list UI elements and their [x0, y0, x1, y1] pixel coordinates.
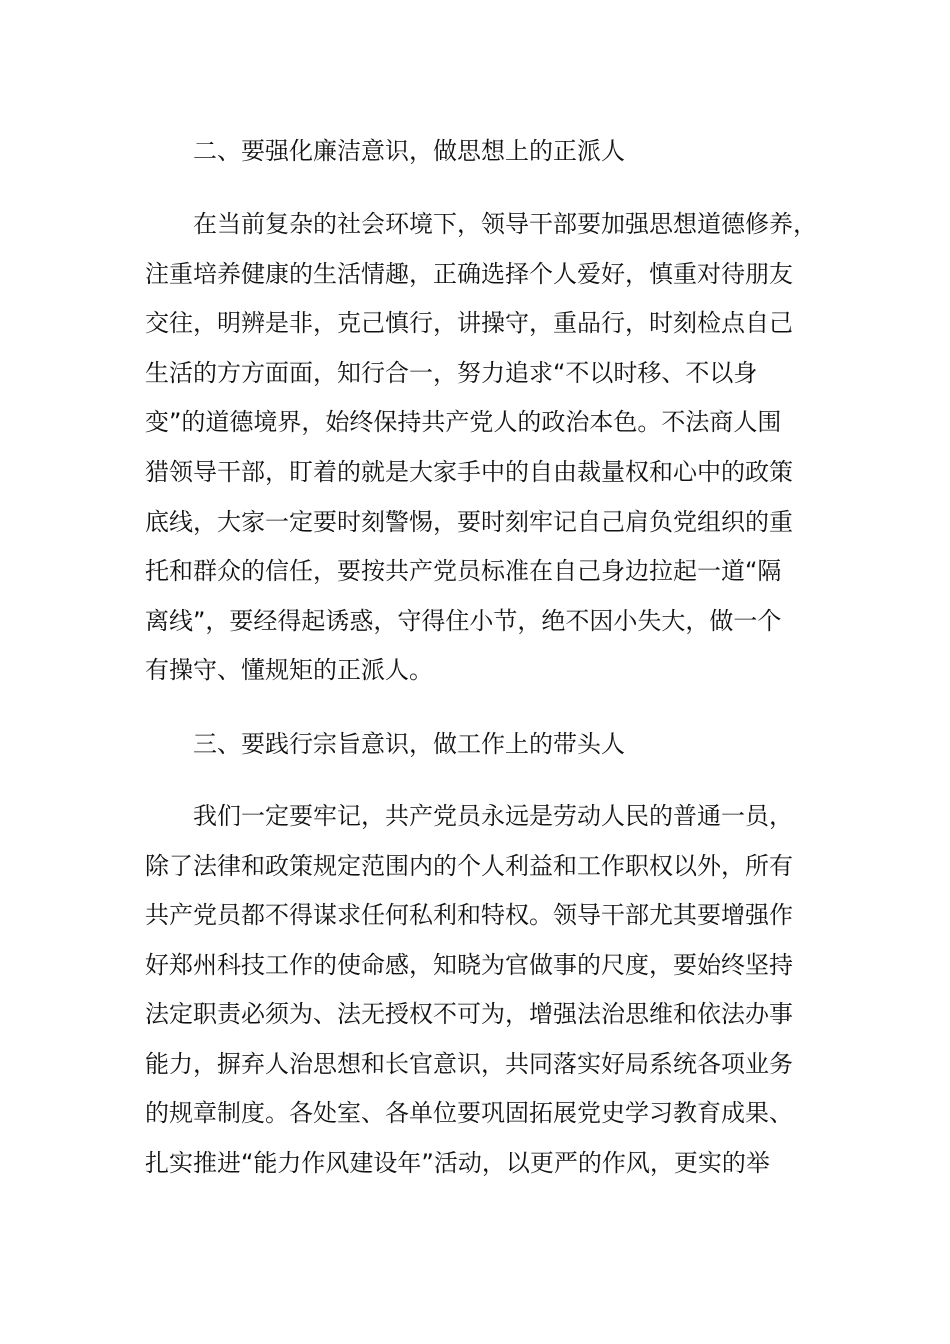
paragraph-line: 法定职责必须为、法无授权不可为，增强法治思维和依法办事 [145, 1000, 793, 1028]
paragraph-line: 共产党员都不得谋求任何私利和特权。领导干部尤其要增强作 [145, 901, 793, 929]
paragraph-line: 生活的方方面面，知行合一，努力追求“不以时移、不以身 [145, 359, 758, 387]
paragraph-line: 交往，明辨是非，克己慎行，讲操守，重品行，时刻检点自己 [145, 309, 793, 337]
paragraph-line: 除了法律和政策规定范围内的个人利益和工作职权以外，所有 [145, 852, 793, 880]
paragraph-line: 底线，大家一定要时刻警惕，要时刻牢记自己肩负党组织的重 [145, 508, 793, 536]
paragraph-line: 扎实推进“能力作风建设年”活动，以更严的作风，更实的举 [145, 1149, 770, 1177]
paragraph-line: 变”的道德境界，始终保持共产党人的政治本色。不法商人围 [145, 408, 782, 436]
section-heading-3: 三、要践行宗旨意识，做工作上的带头人 [193, 730, 625, 758]
paragraph-line: 我们一定要牢记，共产党员永远是劳动人民的普通一员， [193, 802, 793, 830]
paragraph-line: 离线”，要经得起诱惑，守得住小节，绝不因小失大，做一个 [145, 607, 782, 635]
paragraph-line: 在当前复杂的社会环境下，领导干部要加强思想道德修养， [193, 210, 817, 238]
paragraph-line: 有操守、懂规矩的正派人。 [145, 656, 433, 684]
paragraph-line: 的规章制度。各处室、各单位要巩固拓展党史学习教育成果、 [145, 1099, 793, 1127]
paragraph-line: 好郑州科技工作的使命感，知晓为官做事的尺度，要始终坚持 [145, 951, 793, 979]
paragraph-line: 注重培养健康的生活情趣，正确选择个人爱好，慎重对待朋友 [145, 260, 793, 288]
paragraph-line: 能力，摒弃人治思想和长官意识，共同落实好局系统各项业务 [145, 1050, 793, 1078]
paragraph-line: 托和群众的信任，要按共产党员标准在自己身边拉起一道“隔 [145, 557, 782, 585]
paragraph-line: 猎领导干部，盯着的就是大家手中的自由裁量权和心中的政策 [145, 458, 793, 486]
section-heading-2: 二、要强化廉洁意识，做思想上的正派人 [193, 137, 625, 165]
